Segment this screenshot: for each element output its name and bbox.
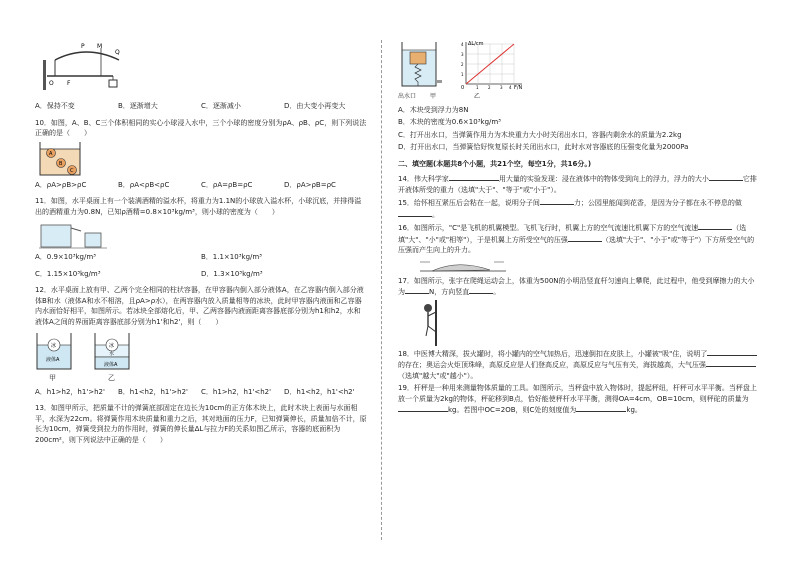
q15-blank-1[interactable]: [540, 197, 574, 205]
graph-ylabel: ΔL/cm: [468, 41, 484, 47]
q13-text: 13．如图甲所示，把质量不计的弹簧底部固定在边长为10cm的正方体木块上，此时木块上表面与水面相平，水深为22cm。将弹簧作用木块质量和重力之后，其对地面的压力F，已知弹簧伸长，质量加倍不计，原长为10cm，弹簧受到拉力的作用时，弹簧的伸长量ΔL与拉力F的关系如图乙所示，容器的底面积为200cm²，则下列说法中正确的是（ ）: [35, 404, 367, 444]
ice-label-jia: 冰: [51, 343, 57, 349]
q12-option-b[interactable]: B．h1<h2，h1'>h2': [118, 387, 188, 396]
q16: [398, 222, 760, 256]
q19: [398, 383, 760, 416]
caption-yi-r: 乙: [474, 93, 481, 100]
q11-options-row1: [35, 252, 367, 263]
q17: [398, 276, 760, 298]
q10-beaker-figure: [39, 141, 83, 177]
q17-part-b: N，方向竖直: [429, 288, 470, 296]
q10-option-d[interactable]: D．ρA>ρB=ρC: [284, 180, 336, 189]
label-M: M: [97, 43, 103, 50]
ytick-2: 2: [461, 62, 464, 67]
left-column: [35, 40, 367, 447]
q17-blank-1[interactable]: [405, 286, 429, 294]
q14: [398, 173, 760, 195]
q18-blank-2[interactable]: [706, 359, 756, 367]
q11-options-row2: [35, 269, 367, 280]
q16-blank-2[interactable]: [568, 234, 602, 242]
q14-part-b: 用大量的实验发现：浸在液体中的物体受到向上的浮力，浮力的大小: [498, 175, 709, 183]
ball-c-label: C: [70, 167, 74, 174]
q12-text: 12．水平桌面上放有甲、乙两个完全相同的柱状容器，在甲容器内倒入部分液体A，在乙容器内倒入部分液体B和水（液体A和水不相溶，且ρA>ρ水），在两容器内放入质量相等的冰块，此时甲容器内液面和乙容器内水面恰好相平，如图所示。若冰块全部熔化后，甲、乙两容器内液面距离容器底部分别为h1和h2，水和液体A之间的界面距离容器底部分别为h1'和h2'，则（ ）: [35, 286, 364, 326]
xtick-3: 3: [500, 85, 503, 90]
q9-option-d[interactable]: D．由大变小再变大: [284, 102, 346, 110]
q13-container-figure: [398, 40, 444, 90]
ball-a-label: A: [49, 150, 53, 157]
q19-blank-1[interactable]: [398, 404, 448, 412]
q9-option-b[interactable]: B．逐渐增大: [118, 102, 158, 110]
q13-option-c[interactable]: C．打开出水口，当弹簧作用力为木块重力大小时关闭出水口，容器内剩余水的质量为2.2kg: [398, 130, 682, 139]
ytick-1: 1: [461, 72, 464, 77]
q13-graph-figure: [456, 40, 526, 90]
water-label-yi: 水: [109, 351, 115, 357]
q9-option-c[interactable]: C．逐渐减小: [201, 102, 241, 110]
q17-blank-2[interactable]: [469, 286, 493, 294]
ice-label-yi: 冰: [109, 343, 115, 349]
q12-fig-captions: [49, 373, 367, 384]
q9-options: [35, 101, 367, 112]
q10-option-c[interactable]: C．ρA=ρB=ρC: [201, 180, 253, 189]
section-2-heading: 二、填空题(本题共8个小题，共21个空，每空1分，共16分。): [398, 159, 592, 168]
q9-lever-figure: [41, 40, 131, 98]
q10-options: [35, 180, 367, 191]
q10-text: 10．如图，A、B、C三个体积相同的实心小球浸入水中，三个小球的密度分别为ρA、ρB、ρC，则下列说法正确的是（ ）: [35, 118, 367, 137]
ytick-4: 4: [461, 42, 464, 47]
q18: [398, 348, 760, 382]
label-P: P: [81, 43, 85, 50]
q13-option-a[interactable]: A．木块受到浮力为8N: [398, 105, 469, 114]
q12-figures: [35, 331, 367, 371]
q13-option-d[interactable]: D．打开出水口，当弹簧恰好恢复原长时关闭出水口，此时水对容器底的压强变化量为2000Pa: [398, 143, 689, 151]
q12-option-c[interactable]: C．h1>h2，h1'<h2': [201, 387, 272, 396]
q17-climber-figure: [418, 300, 448, 346]
caption-yi: 乙: [108, 374, 115, 382]
q12-option-d[interactable]: D．h1<h2，h1'<h2': [284, 387, 355, 396]
q16-part-b: （选填"大"、"小"或"相等"），于是机翼上方所受空气的压强: [398, 224, 747, 244]
q18-part-c: （选填"越大"或"越小"）。: [398, 371, 478, 380]
q18-part-a: 18．中医博大精深，拔火罐时，将小罐内的空气加热后，迅速倒扣在皮肤上，小罐被"吸"住，说明了: [398, 349, 708, 358]
q12-option-a[interactable]: A．h1>h2，h1'>h2': [35, 387, 105, 396]
q19-part-b: kg。若图中OC=2OB，则C处的刻度值为: [448, 406, 577, 414]
q9-option-a[interactable]: A．保持不变: [35, 102, 75, 110]
q16-part-a: 16．如图所示，"C"是飞机的机翼模型。飞机飞行时，机翼上方的空气流速比机翼下方的空气流速: [398, 224, 699, 232]
graph-xlabel: F/N: [514, 85, 523, 90]
q18-part-b: 的存在；奥运会火炬顶珠峰，高原反应是人们登高反应，高原反应与气压有关，海拔越高，大气压强: [398, 361, 706, 369]
q12-container-jia: [35, 331, 75, 371]
q17-part-c: 。: [493, 288, 501, 296]
q11-option-a[interactable]: A．0.9×10³kg/m³: [35, 253, 96, 261]
q13-fig-captions: [398, 92, 760, 103]
q12-container-yi: [93, 331, 133, 371]
q18-blank-1[interactable]: [707, 348, 757, 356]
caption-jia-r: 甲: [430, 93, 437, 100]
q19-part-a: 19．杆秤是一种用来测量物体质量的工具。如图所示，当秤盘中放入物体时，提起秤纽，杆秤可水平平衡。当秤盘上放一个质量为2kg的物体，秤砣移到B点，恰好能使秤杆水平平衡，测得OA=4cm，OB=10cm，则秤砣的质量为: [398, 384, 757, 403]
q11-overflow-cup-figure: [39, 219, 109, 249]
label-F: F: [67, 80, 71, 87]
q10-option-a[interactable]: A．ρA>ρB>ρC: [35, 180, 87, 189]
q15-blank-2[interactable]: [398, 209, 432, 217]
q16-wing-figure: [418, 258, 508, 274]
q14-blank-2[interactable]: [709, 173, 743, 181]
q17-part-a: 17．如图所示，张宇在爬绳运动会上，体重为500N的小明沿竖直杆匀速向上攀爬，此过程中，他受到摩擦力的大小为: [398, 276, 755, 296]
q13-option-b[interactable]: B．木块的密度为0.6×10³kg/m³: [398, 118, 501, 126]
graph-origin: 0: [461, 85, 465, 90]
xtick-4: 4: [509, 85, 512, 90]
q11-option-c[interactable]: C．1.15×10³kg/m³: [35, 269, 101, 278]
label-O: O: [49, 80, 54, 87]
q16-part-c: （选填"大于"、"小于"或"等于"）下方所受空气的压强而产生向上的升力。: [398, 235, 755, 254]
q11-option-b[interactable]: B．1.1×10³kg/m³: [201, 253, 262, 261]
right-column: [398, 40, 760, 418]
q15: [398, 197, 760, 220]
ytick-3: 3: [461, 52, 464, 57]
liquid-a-label-yi: 液体A: [104, 362, 118, 368]
q19-blank-2[interactable]: [576, 404, 626, 412]
q14-part-c: 它排开液体所受的重力（选填"大于"、"等于"或"小于"）。: [398, 175, 757, 194]
q10-option-b[interactable]: B．ρA<ρB<ρC: [118, 180, 170, 189]
q15-part-b: 力；公园里能闻到花香，是因为分子都在永不停息的做: [573, 199, 742, 207]
q14-part-a: 14．伟大科学家: [398, 175, 449, 183]
xtick-2: 2: [488, 85, 491, 90]
q12-options: [35, 387, 367, 398]
q15-part-c: 。: [432, 210, 439, 219]
caption-jia: 甲: [49, 374, 56, 382]
caption-outlet: 出水口: [398, 93, 417, 100]
ball-b-label: B: [59, 160, 63, 167]
liquid-a-label-jia: 液体A: [46, 357, 60, 363]
xtick-1: 1: [476, 85, 479, 90]
q11-option-d[interactable]: D．1.3×10³kg/m³: [201, 269, 263, 278]
label-Q: Q: [115, 49, 120, 56]
q11-text: 11．如图，水平桌面上有一个装满酒精的溢水杯，将重力为1.1N的小球放入溢水杯，小球沉底，并排得溢出的酒精重力为0.8N，已知ρ酒精=0.8×10³kg/m³，则小球的密度为（ ）: [35, 197, 362, 216]
q19-part-c: kg。: [626, 406, 642, 414]
column-divider: [381, 40, 382, 540]
q13-figures: [398, 40, 760, 90]
q14-blank-1[interactable]: [449, 173, 499, 181]
q16-blank-1[interactable]: [698, 222, 732, 230]
q15-part-a: 15．给怀相互紧压后会粘在一起，说明分子间: [398, 199, 540, 207]
